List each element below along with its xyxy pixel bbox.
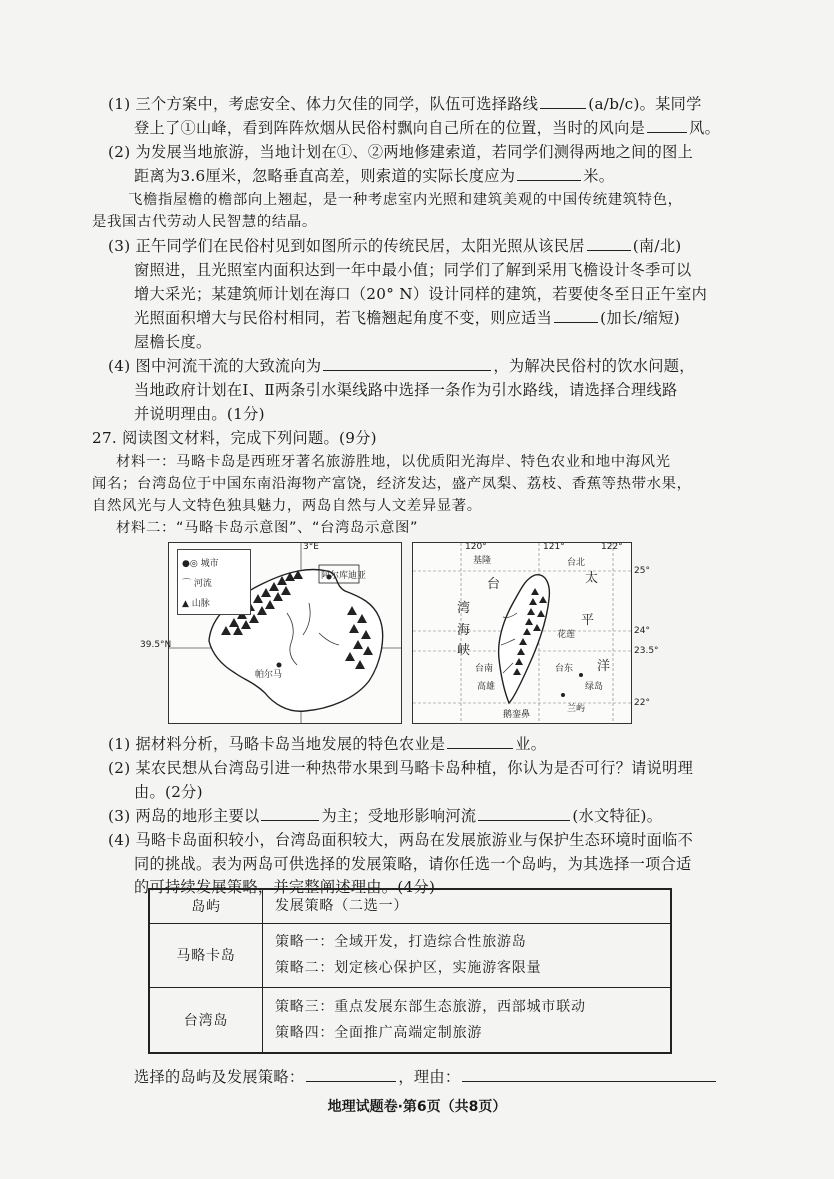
q27-part2-line1: (2) 某农民想从台湾岛引进一种热带水果到马略卡岛种植，你认为是否可行？请说明理 [108, 759, 694, 777]
q26-part4-line2: 当地政府计划在Ⅰ、Ⅱ两条引水渠线路中选择一条作为引水路线，请选择合理线路 [134, 381, 678, 399]
q26-part1-line2: 登上了①山峰，看到阵阵炊烟从民俗村飘向自己所在的位置，当时的风向是 风。 [134, 119, 721, 137]
place-eluanbi: 鹅銮鼻 [503, 710, 531, 720]
q27-part3: (3) 两岛的地形主要以 为主；受地形影响河流 (水文特征)。 [108, 807, 663, 825]
table-header-island: 岛屿 [149, 889, 263, 923]
place-taitung: 台东 [555, 664, 574, 674]
q27-heading: 27. 阅读图文材料，完成下列问题。(9分) [92, 429, 377, 447]
q26-note-line1: 飞檐指屋檐的檐部向上翘起，是一种考虑室内光照和建筑美观的中国传统建筑特色， [128, 192, 683, 208]
place-wan: 湾 [457, 601, 471, 616]
strategy-table [148, 888, 672, 1054]
q26-part3-line3: 增大采光；某建筑师计划在海口（20° N）设计同样的建筑，若要使冬至日正午室内 [134, 285, 708, 303]
place-hualien: 花莲 [557, 630, 576, 640]
q26-part3-line5: 屋檐长度。 [134, 333, 212, 351]
place-keelung: 基隆 [473, 556, 492, 566]
place-orchid-island: 兰屿 [567, 704, 586, 714]
place-hai: 海 [457, 623, 471, 638]
table-header-row [149, 889, 671, 923]
strategy-cell [263, 923, 672, 987]
strategy-one[interactable]: 策略一：全域开发，打造综合性旅游岛 [275, 934, 527, 950]
place-pacific-2: 平 [581, 613, 595, 628]
place-pacific-3: 洋 [597, 659, 611, 674]
q26-part1-line1: (1) 三个方案中，考虑安全、体力欠佳的同学，队伍可选择路线 (a/b/c)。某同学 [108, 95, 702, 113]
legend-city: ●◎ 城市 [182, 559, 219, 569]
city-label-palma: 帕尔马 [255, 670, 283, 680]
q26-part2-line2: 距离为3.6厘米，忽略垂直高差，则索道的实际长度应为 米。 [134, 167, 615, 185]
lat-label-24: 24° [634, 626, 650, 636]
taiwan-map-drawing [413, 543, 631, 723]
answer-blank-reason[interactable] [462, 1067, 716, 1082]
legend-river: ⌒ 河流 [182, 579, 212, 589]
q26-part4-line3: 并说明理由。(1分) [134, 405, 265, 423]
answer-blank[interactable] [261, 806, 319, 821]
place-kaohsiung: 高雄 [477, 682, 496, 692]
strategy-four[interactable]: 策略四：全面推广高端定制旅游 [275, 1024, 483, 1041]
city-label-alcudia: 阿尔库迪亚 [321, 571, 367, 581]
answer-blank[interactable] [517, 166, 581, 181]
q27-material2-caption: 材料二：“马略卡岛示意图”、“台湾岛示意图” [116, 520, 419, 536]
q27-part4-line1: (4) 马略卡岛面积较小，台湾岛面积较大，两岛在发展旅游业与保护生态环境时面临不 [108, 831, 694, 849]
q26-part3-line2: 窗照进，且光照室内面积达到一年中最小值；同学们了解到采用飞檐设计冬季可以 [134, 261, 692, 279]
place-xia: 峡 [457, 643, 471, 658]
answer-blank[interactable] [647, 118, 687, 133]
lat-label-22: 22° [634, 698, 650, 708]
place-taipei: 台北 [567, 558, 586, 568]
mallorca-map [168, 542, 402, 724]
lon-label-121: 121° [543, 542, 565, 552]
river-icon: ⌒ [182, 579, 192, 589]
answer-blank[interactable] [587, 236, 631, 251]
answer-blank[interactable] [554, 308, 598, 323]
place-pacific-1: 太 [585, 571, 599, 586]
answer-blank[interactable] [447, 734, 513, 749]
q27-material1-line3: 自然风光与人文特色独具魅力，两岛自然与人文差异显著。 [92, 498, 482, 514]
taiwan-map [412, 542, 632, 724]
lat-label-23-5: 23.5° [634, 646, 659, 656]
q26-part3-line4: 光照面积增大与民俗村相同，若飞檐翘起角度不变，则应适当 (加长/缩短) [134, 309, 680, 327]
map-legend [177, 549, 251, 615]
island-name-taiwan: 台湾岛 [149, 987, 263, 1053]
strategy-two[interactable]: 策略二：划定核心保护区，实施游客限量 [275, 960, 542, 976]
lat-label-25: 25° [634, 566, 650, 576]
answer-blank[interactable] [478, 806, 570, 821]
q27-material1-line2: 闻名；台湾岛位于中国东南沿海物产富饶，经济发达，盛产凤梨、荔枝、香蕉等热带水果， [92, 476, 692, 492]
answer-line: 选择的岛屿及发展策略： ，理由： [134, 1067, 718, 1087]
place-green-island: 绿岛 [585, 682, 604, 692]
answer-blank[interactable] [540, 94, 586, 109]
q26-note-line2: 是我国古代劳动人民智慧的结晶。 [92, 214, 317, 230]
longitude-label: 3°E [303, 542, 319, 552]
q26-part4-line1: (4) 图中河流干流的大致流向为 ，为解决民俗村的饮水问题， [108, 357, 695, 375]
q27-part2-line2: 由。(2分) [134, 783, 203, 801]
q26-part2-line1: (2) 为发展当地旅游，当地计划在①、②两地修建索道，若同学们测得两地之间的图上 [108, 143, 694, 161]
table-row [149, 987, 671, 1053]
strategy-three[interactable]: 策略三：重点发展东部生态旅游，西部城市联动 [275, 998, 586, 1015]
q27-material1-line1: 材料一：马略卡岛是西班牙著名旅游胜地，以优质阳光海岸、特色农业和地中海风光 [116, 454, 671, 470]
q27-part4-line2: 同的挑战。表为两岛可供选择的发展策略，请你任选一个岛屿，为其选择一项合适 [134, 855, 692, 873]
mountain-icon: ▲ [182, 599, 189, 609]
city-icon: ●◎ [182, 559, 198, 569]
lon-label-122: 122° [601, 542, 623, 552]
table-row [149, 923, 671, 987]
lon-label-120: 120° [465, 542, 487, 552]
strategy-cell [263, 987, 672, 1053]
latitude-label: 39.5°N [140, 640, 172, 650]
q27-part4-line3: 的可持续发展策略，并完整阐述理由。(4分) [134, 878, 436, 896]
table-header-strategy: 发展策略（二选一） [263, 889, 672, 923]
answer-blank-choice[interactable] [306, 1067, 396, 1082]
q26-part3-line1: (3) 正午同学们在民俗村见到如图所示的传统民居，太阳光照从该民居 (南/北) [108, 237, 682, 255]
place-tainan: 台南 [475, 664, 494, 674]
page-footer: 地理试题卷·第6页（共8页） [327, 1099, 507, 1115]
place-tai: 台 [487, 577, 501, 592]
q27-part1: (1) 据材料分析，马略卡岛当地发展的特色农业是 业。 [108, 735, 547, 753]
island-name-mallorca: 马略卡岛 [149, 923, 263, 987]
legend-mountain: ▲ 山脉 [182, 599, 210, 609]
answer-blank[interactable] [323, 356, 491, 371]
